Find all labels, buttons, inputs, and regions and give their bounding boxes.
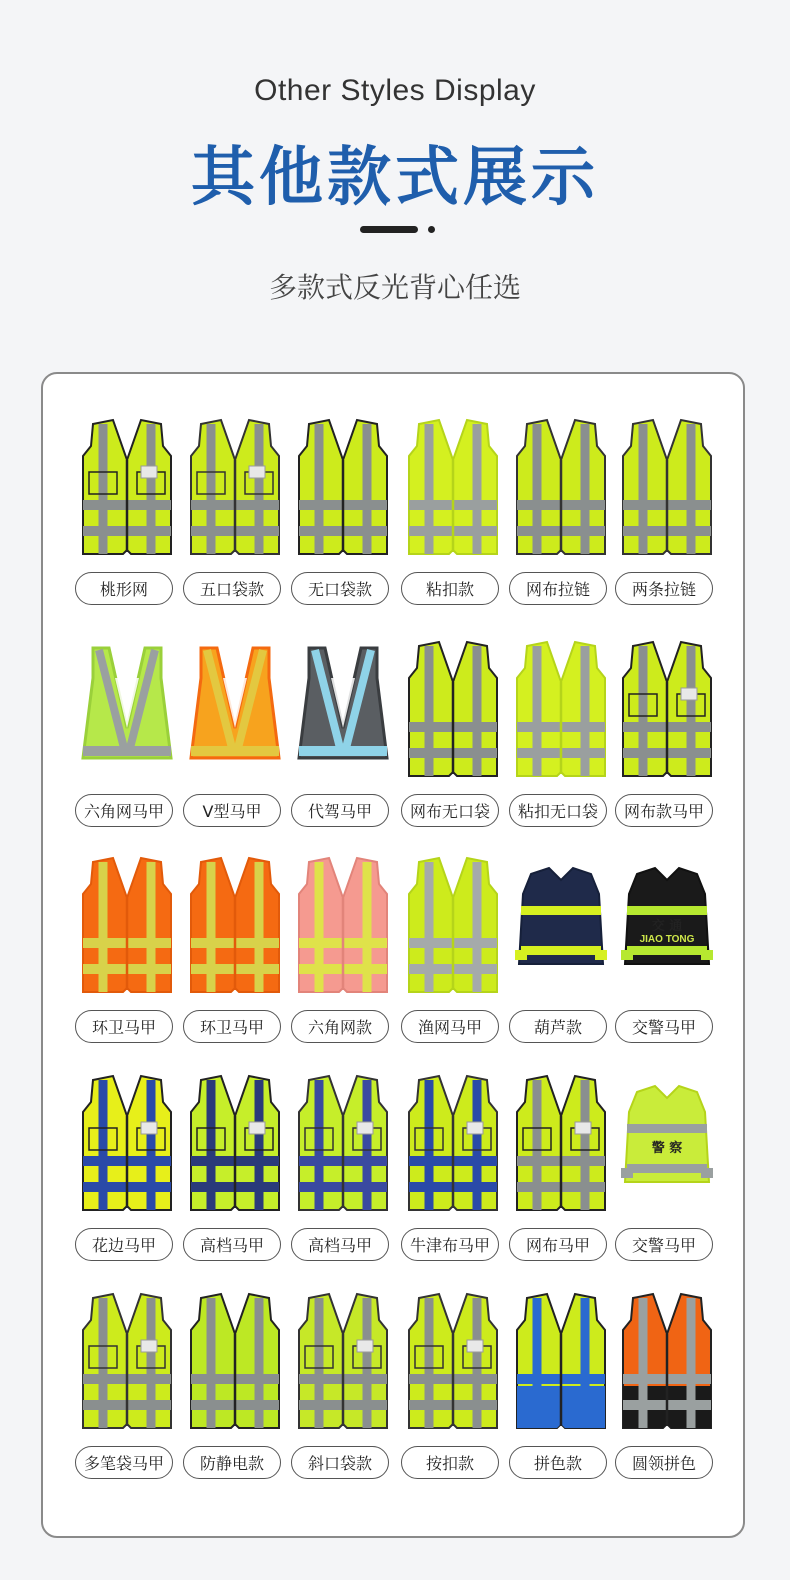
vest-label[interactable]: 圆领拼色 xyxy=(615,1446,713,1479)
vest-label[interactable]: 网布拉链 xyxy=(509,572,607,605)
svg-text:交 通: 交 通 xyxy=(651,919,683,934)
vest-image[interactable] xyxy=(619,854,715,999)
vest-label[interactable]: 高档马甲 xyxy=(183,1228,281,1261)
vest-image[interactable] xyxy=(187,854,283,999)
vest-image[interactable] xyxy=(513,854,609,999)
vest-label[interactable]: 高档马甲 xyxy=(291,1228,389,1261)
vest-label[interactable]: V型马甲 xyxy=(183,794,281,827)
vest-label[interactable]: 交警马甲 xyxy=(615,1228,713,1261)
vest-label[interactable]: 多笔袋马甲 xyxy=(75,1446,173,1479)
vest-image[interactable] xyxy=(405,416,501,561)
svg-text:JIAO TONG: JIAO TONG xyxy=(639,934,695,945)
vest-label[interactable]: 六角网款 xyxy=(291,1010,389,1043)
subtitle-english: Other Styles Display xyxy=(254,74,536,107)
vest-image[interactable] xyxy=(187,416,283,561)
vest-label[interactable]: 斜口袋款 xyxy=(291,1446,389,1479)
vest-image[interactable] xyxy=(295,1072,391,1217)
vest-label[interactable]: 代驾马甲 xyxy=(291,794,389,827)
vest-label[interactable]: 网布无口袋 xyxy=(401,794,499,827)
vest-label[interactable]: 环卫马甲 xyxy=(75,1010,173,1043)
vest-label[interactable]: 葫芦款 xyxy=(509,1010,607,1043)
vest-image[interactable] xyxy=(187,1290,283,1435)
svg-text:警 察: 警 察 xyxy=(651,1141,683,1156)
vest-image[interactable] xyxy=(619,1290,715,1435)
divider-dot xyxy=(428,226,435,233)
vest-image[interactable] xyxy=(405,638,501,783)
vest-label[interactable]: 网布马甲 xyxy=(509,1228,607,1261)
vest-label[interactable]: 防静电款 xyxy=(183,1446,281,1479)
vest-label[interactable]: 网布款马甲 xyxy=(615,794,713,827)
vest-image[interactable] xyxy=(405,854,501,999)
vest-label[interactable]: 五口袋款 xyxy=(183,572,281,605)
vest-image[interactable] xyxy=(295,854,391,999)
vest-image[interactable] xyxy=(295,638,391,783)
vest-image[interactable] xyxy=(295,416,391,561)
vest-label[interactable]: 花边马甲 xyxy=(75,1228,173,1261)
vest-label[interactable]: 拼色款 xyxy=(509,1446,607,1479)
vest-image[interactable] xyxy=(79,1072,175,1217)
vest-label[interactable]: 粘扣款 xyxy=(401,572,499,605)
vest-image[interactable] xyxy=(513,638,609,783)
vest-image[interactable] xyxy=(79,1290,175,1435)
vest-label[interactable]: 无口袋款 xyxy=(291,572,389,605)
vest-image[interactable] xyxy=(79,854,175,999)
vest-image[interactable] xyxy=(79,416,175,561)
vest-label[interactable]: 粘扣无口袋 xyxy=(509,794,607,827)
vest-image[interactable] xyxy=(187,638,283,783)
vest-label[interactable]: 六角网马甲 xyxy=(75,794,173,827)
vest-label[interactable]: 桃形网 xyxy=(75,572,173,605)
vest-image[interactable] xyxy=(619,416,715,561)
vest-image[interactable] xyxy=(405,1072,501,1217)
vest-image[interactable] xyxy=(513,1290,609,1435)
vest-image[interactable] xyxy=(187,1072,283,1217)
tagline: 多款式反光背心任选 xyxy=(268,271,521,304)
vest-label[interactable]: 环卫马甲 xyxy=(183,1010,281,1043)
vest-image[interactable] xyxy=(513,1072,609,1217)
vest-label[interactable]: 交警马甲 xyxy=(615,1010,713,1043)
divider-bar xyxy=(360,226,418,233)
vest-label[interactable]: 牛津布马甲 xyxy=(401,1228,499,1261)
vest-image[interactable] xyxy=(79,638,175,783)
vest-label[interactable]: 两条拉链 xyxy=(615,572,713,605)
vest-label[interactable]: 渔网马甲 xyxy=(401,1010,499,1043)
vest-image[interactable] xyxy=(405,1290,501,1435)
vest-image[interactable] xyxy=(619,638,715,783)
vest-label[interactable]: 按扣款 xyxy=(401,1446,499,1479)
vest-image[interactable] xyxy=(513,416,609,561)
vest-image[interactable] xyxy=(619,1072,715,1217)
styles-panel xyxy=(41,372,745,1538)
page-title: 其他款式展示 xyxy=(191,141,599,215)
vest-image[interactable] xyxy=(295,1290,391,1435)
